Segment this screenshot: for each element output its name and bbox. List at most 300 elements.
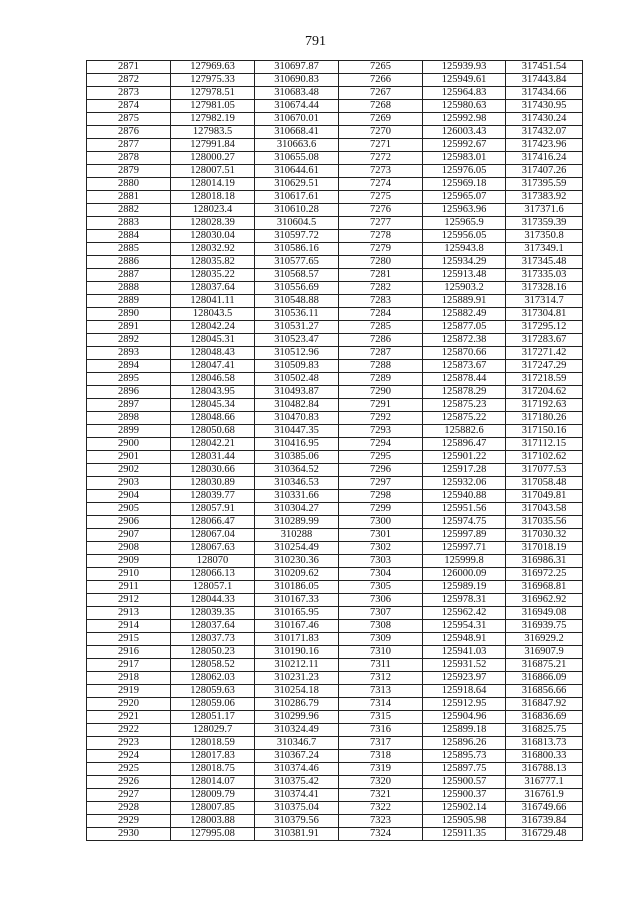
cell-x-coord-a: 128030.89 bbox=[171, 477, 255, 490]
cell-x-coord-b: 125992.98 bbox=[423, 113, 506, 126]
table-row bbox=[87, 217, 583, 230]
cell-point-id-b: 7292 bbox=[339, 412, 423, 425]
cell-y-coord-a: 310617.61 bbox=[255, 191, 339, 204]
cell-x-coord-b: 125980.63 bbox=[423, 100, 506, 113]
table-row bbox=[87, 724, 583, 737]
cell-y-coord-b: 317430.95 bbox=[506, 100, 583, 113]
cell-y-coord-a: 310165.95 bbox=[255, 607, 339, 620]
cell-x-coord-a: 128037.64 bbox=[171, 282, 255, 295]
cell-x-coord-b: 125895.73 bbox=[423, 750, 506, 763]
cell-x-coord-a: 128042.24 bbox=[171, 321, 255, 334]
cell-y-coord-b: 317416.24 bbox=[506, 152, 583, 165]
cell-point-id-a: 2912 bbox=[87, 594, 171, 607]
cell-x-coord-a: 128058.52 bbox=[171, 659, 255, 672]
cell-y-coord-b: 317359.39 bbox=[506, 217, 583, 230]
table-row bbox=[87, 737, 583, 750]
cell-y-coord-a: 310663.6 bbox=[255, 139, 339, 152]
cell-y-coord-a: 310683.48 bbox=[255, 87, 339, 100]
table-row bbox=[87, 152, 583, 165]
cell-x-coord-a: 127995.08 bbox=[171, 828, 255, 841]
cell-point-id-a: 2898 bbox=[87, 412, 171, 425]
cell-point-id-a: 2882 bbox=[87, 204, 171, 217]
cell-x-coord-a: 128018.59 bbox=[171, 737, 255, 750]
cell-point-id-a: 2929 bbox=[87, 815, 171, 828]
cell-point-id-b: 7271 bbox=[339, 139, 423, 152]
cell-point-id-b: 7281 bbox=[339, 269, 423, 282]
cell-point-id-a: 2890 bbox=[87, 308, 171, 321]
cell-x-coord-a: 128048.66 bbox=[171, 412, 255, 425]
cell-y-coord-b: 317112.15 bbox=[506, 438, 583, 451]
cell-point-id-b: 7311 bbox=[339, 659, 423, 672]
cell-x-coord-b: 125932.06 bbox=[423, 477, 506, 490]
cell-x-coord-b: 125903.2 bbox=[423, 282, 506, 295]
cell-point-id-b: 7282 bbox=[339, 282, 423, 295]
cell-x-coord-a: 128007.51 bbox=[171, 165, 255, 178]
cell-y-coord-b: 317150.16 bbox=[506, 425, 583, 438]
cell-x-coord-b: 125963.96 bbox=[423, 204, 506, 217]
cell-y-coord-a: 310374.41 bbox=[255, 789, 339, 802]
cell-point-id-b: 7280 bbox=[339, 256, 423, 269]
cell-x-coord-b: 125949.61 bbox=[423, 74, 506, 87]
cell-point-id-a: 2883 bbox=[87, 217, 171, 230]
cell-y-coord-b: 316949.08 bbox=[506, 607, 583, 620]
cell-y-coord-b: 316986.31 bbox=[506, 555, 583, 568]
cell-point-id-b: 7324 bbox=[339, 828, 423, 841]
cell-point-id-b: 7273 bbox=[339, 165, 423, 178]
cell-x-coord-a: 128035.22 bbox=[171, 269, 255, 282]
cell-y-coord-a: 310536.11 bbox=[255, 308, 339, 321]
table-row bbox=[87, 230, 583, 243]
cell-x-coord-b: 125917.28 bbox=[423, 464, 506, 477]
cell-x-coord-b: 125978.31 bbox=[423, 594, 506, 607]
cell-x-coord-a: 127978.51 bbox=[171, 87, 255, 100]
table-row bbox=[87, 542, 583, 555]
cell-y-coord-b: 317049.81 bbox=[506, 490, 583, 503]
cell-x-coord-b: 125904.96 bbox=[423, 711, 506, 724]
cell-point-id-b: 7320 bbox=[339, 776, 423, 789]
cell-x-coord-a: 128035.82 bbox=[171, 256, 255, 269]
cell-y-coord-b: 317018.19 bbox=[506, 542, 583, 555]
table-row bbox=[87, 412, 583, 425]
cell-y-coord-b: 317304.81 bbox=[506, 308, 583, 321]
cell-point-id-a: 2889 bbox=[87, 295, 171, 308]
cell-y-coord-b: 317443.84 bbox=[506, 74, 583, 87]
cell-point-id-a: 2916 bbox=[87, 646, 171, 659]
cell-point-id-b: 7322 bbox=[339, 802, 423, 815]
cell-x-coord-b: 125997.89 bbox=[423, 529, 506, 542]
cell-x-coord-b: 125873.67 bbox=[423, 360, 506, 373]
cell-point-id-b: 7283 bbox=[339, 295, 423, 308]
cell-x-coord-a: 128003.88 bbox=[171, 815, 255, 828]
cell-point-id-a: 2913 bbox=[87, 607, 171, 620]
table-row bbox=[87, 425, 583, 438]
cell-y-coord-a: 310610.28 bbox=[255, 204, 339, 217]
cell-point-id-b: 7306 bbox=[339, 594, 423, 607]
cell-x-coord-b: 126000.09 bbox=[423, 568, 506, 581]
cell-point-id-b: 7304 bbox=[339, 568, 423, 581]
cell-point-id-a: 2897 bbox=[87, 399, 171, 412]
cell-x-coord-a: 128057.91 bbox=[171, 503, 255, 516]
cell-point-id-b: 7302 bbox=[339, 542, 423, 555]
cell-point-id-a: 2871 bbox=[87, 61, 171, 74]
cell-x-coord-a: 128029.7 bbox=[171, 724, 255, 737]
cell-x-coord-b: 125889.91 bbox=[423, 295, 506, 308]
page-number: 791 bbox=[305, 34, 326, 49]
cell-point-id-b: 7318 bbox=[339, 750, 423, 763]
cell-point-id-a: 2920 bbox=[87, 698, 171, 711]
table-row bbox=[87, 594, 583, 607]
cell-point-id-a: 2891 bbox=[87, 321, 171, 334]
cell-x-coord-a: 128059.06 bbox=[171, 698, 255, 711]
cell-point-id-b: 7272 bbox=[339, 152, 423, 165]
cell-x-coord-a: 128062.03 bbox=[171, 672, 255, 685]
cell-point-id-b: 7275 bbox=[339, 191, 423, 204]
cell-y-coord-b: 317407.26 bbox=[506, 165, 583, 178]
table-row bbox=[87, 74, 583, 87]
cell-y-coord-b: 316939.75 bbox=[506, 620, 583, 633]
cell-y-coord-b: 317349.1 bbox=[506, 243, 583, 256]
table-row bbox=[87, 347, 583, 360]
cell-x-coord-a: 128043.95 bbox=[171, 386, 255, 399]
cell-x-coord-b: 125989.19 bbox=[423, 581, 506, 594]
cell-x-coord-a: 128066.47 bbox=[171, 516, 255, 529]
cell-y-coord-b: 316972.25 bbox=[506, 568, 583, 581]
cell-x-coord-a: 128045.34 bbox=[171, 399, 255, 412]
cell-x-coord-a: 128044.33 bbox=[171, 594, 255, 607]
cell-x-coord-a: 128031.44 bbox=[171, 451, 255, 464]
table-row bbox=[87, 334, 583, 347]
cell-point-id-a: 2903 bbox=[87, 477, 171, 490]
cell-y-coord-b: 316788.13 bbox=[506, 763, 583, 776]
cell-x-coord-a: 128067.63 bbox=[171, 542, 255, 555]
cell-x-coord-b: 125897.75 bbox=[423, 763, 506, 776]
table-row bbox=[87, 451, 583, 464]
cell-point-id-a: 2876 bbox=[87, 126, 171, 139]
cell-point-id-b: 7313 bbox=[339, 685, 423, 698]
table-row bbox=[87, 620, 583, 633]
cell-y-coord-a: 310381.91 bbox=[255, 828, 339, 841]
cell-x-coord-a: 128070 bbox=[171, 555, 255, 568]
cell-point-id-b: 7266 bbox=[339, 74, 423, 87]
cell-x-coord-b: 125900.57 bbox=[423, 776, 506, 789]
cell-y-coord-a: 310697.87 bbox=[255, 61, 339, 74]
table-row bbox=[87, 386, 583, 399]
cell-x-coord-b: 125912.95 bbox=[423, 698, 506, 711]
cell-y-coord-a: 310674.44 bbox=[255, 100, 339, 113]
cell-y-coord-b: 316875.21 bbox=[506, 659, 583, 672]
cell-x-coord-b: 125948.91 bbox=[423, 633, 506, 646]
table-row bbox=[87, 607, 583, 620]
cell-point-id-a: 2873 bbox=[87, 87, 171, 100]
cell-point-id-b: 7277 bbox=[339, 217, 423, 230]
cell-x-coord-b: 125962.42 bbox=[423, 607, 506, 620]
cell-y-coord-a: 310324.49 bbox=[255, 724, 339, 737]
cell-x-coord-b: 125872.38 bbox=[423, 334, 506, 347]
cell-point-id-b: 7300 bbox=[339, 516, 423, 529]
cell-y-coord-b: 316907.9 bbox=[506, 646, 583, 659]
table-row bbox=[87, 646, 583, 659]
cell-point-id-b: 7291 bbox=[339, 399, 423, 412]
cell-x-coord-b: 125974.75 bbox=[423, 516, 506, 529]
cell-point-id-b: 7287 bbox=[339, 347, 423, 360]
cell-x-coord-b: 125900.37 bbox=[423, 789, 506, 802]
cell-x-coord-a: 128028.39 bbox=[171, 217, 255, 230]
cell-x-coord-a: 128030.04 bbox=[171, 230, 255, 243]
table-row bbox=[87, 672, 583, 685]
cell-y-coord-a: 310629.51 bbox=[255, 178, 339, 191]
cell-point-id-a: 2921 bbox=[87, 711, 171, 724]
cell-x-coord-a: 128059.63 bbox=[171, 685, 255, 698]
cell-point-id-a: 2925 bbox=[87, 763, 171, 776]
cell-x-coord-b: 125941.03 bbox=[423, 646, 506, 659]
cell-point-id-b: 7279 bbox=[339, 243, 423, 256]
cell-x-coord-a: 127982.19 bbox=[171, 113, 255, 126]
cell-x-coord-a: 128046.58 bbox=[171, 373, 255, 386]
table-row bbox=[87, 555, 583, 568]
cell-y-coord-b: 317271.42 bbox=[506, 347, 583, 360]
table-row bbox=[87, 711, 583, 724]
cell-y-coord-a: 310304.27 bbox=[255, 503, 339, 516]
cell-point-id-a: 2886 bbox=[87, 256, 171, 269]
cell-y-coord-a: 310385.06 bbox=[255, 451, 339, 464]
cell-y-coord-b: 317283.67 bbox=[506, 334, 583, 347]
cell-x-coord-a: 127981.05 bbox=[171, 100, 255, 113]
cell-x-coord-a: 128018.18 bbox=[171, 191, 255, 204]
table-row bbox=[87, 659, 583, 672]
cell-x-coord-b: 125983.01 bbox=[423, 152, 506, 165]
cell-x-coord-b: 125999.8 bbox=[423, 555, 506, 568]
table-row bbox=[87, 529, 583, 542]
cell-point-id-b: 7308 bbox=[339, 620, 423, 633]
cell-point-id-a: 2909 bbox=[87, 555, 171, 568]
cell-y-coord-b: 317335.03 bbox=[506, 269, 583, 282]
cell-y-coord-b: 316800.33 bbox=[506, 750, 583, 763]
cell-y-coord-b: 316825.75 bbox=[506, 724, 583, 737]
table-row bbox=[87, 685, 583, 698]
cell-point-id-a: 2893 bbox=[87, 347, 171, 360]
cell-point-id-a: 2930 bbox=[87, 828, 171, 841]
cell-x-coord-b: 125969.18 bbox=[423, 178, 506, 191]
cell-point-id-a: 2902 bbox=[87, 464, 171, 477]
cell-y-coord-a: 310502.48 bbox=[255, 373, 339, 386]
cell-point-id-a: 2911 bbox=[87, 581, 171, 594]
cell-y-coord-b: 317192.63 bbox=[506, 399, 583, 412]
cell-y-coord-b: 316729.48 bbox=[506, 828, 583, 841]
table-row bbox=[87, 633, 583, 646]
cell-point-id-a: 2881 bbox=[87, 191, 171, 204]
cell-point-id-b: 7309 bbox=[339, 633, 423, 646]
cell-point-id-a: 2906 bbox=[87, 516, 171, 529]
cell-x-coord-b: 125940.88 bbox=[423, 490, 506, 503]
cell-point-id-a: 2888 bbox=[87, 282, 171, 295]
cell-y-coord-b: 316968.81 bbox=[506, 581, 583, 594]
cell-point-id-b: 7303 bbox=[339, 555, 423, 568]
cell-point-id-b: 7289 bbox=[339, 373, 423, 386]
table-row bbox=[87, 789, 583, 802]
cell-point-id-b: 7315 bbox=[339, 711, 423, 724]
cell-x-coord-b: 125896.26 bbox=[423, 737, 506, 750]
cell-y-coord-a: 310230.36 bbox=[255, 555, 339, 568]
cell-x-coord-a: 128017.83 bbox=[171, 750, 255, 763]
table-row bbox=[87, 139, 583, 152]
cell-point-id-a: 2887 bbox=[87, 269, 171, 282]
table-row bbox=[87, 321, 583, 334]
cell-x-coord-a: 128014.07 bbox=[171, 776, 255, 789]
cell-x-coord-b: 125899.18 bbox=[423, 724, 506, 737]
cell-x-coord-b: 125911.35 bbox=[423, 828, 506, 841]
cell-y-coord-a: 310670.01 bbox=[255, 113, 339, 126]
cell-point-id-b: 7269 bbox=[339, 113, 423, 126]
cell-x-coord-a: 128018.75 bbox=[171, 763, 255, 776]
cell-point-id-b: 7270 bbox=[339, 126, 423, 139]
cell-x-coord-a: 128037.64 bbox=[171, 620, 255, 633]
cell-point-id-b: 7299 bbox=[339, 503, 423, 516]
cell-y-coord-b: 317180.26 bbox=[506, 412, 583, 425]
cell-x-coord-a: 128051.17 bbox=[171, 711, 255, 724]
cell-y-coord-b: 317345.48 bbox=[506, 256, 583, 269]
table-row bbox=[87, 438, 583, 451]
cell-y-coord-b: 317432.07 bbox=[506, 126, 583, 139]
cell-x-coord-a: 128007.85 bbox=[171, 802, 255, 815]
cell-point-id-b: 7305 bbox=[339, 581, 423, 594]
table-row bbox=[87, 256, 583, 269]
table-row bbox=[87, 477, 583, 490]
table-row bbox=[87, 399, 583, 412]
cell-y-coord-a: 310668.41 bbox=[255, 126, 339, 139]
cell-x-coord-b: 125934.29 bbox=[423, 256, 506, 269]
table-row bbox=[87, 165, 583, 178]
cell-point-id-b: 7301 bbox=[339, 529, 423, 542]
table-row bbox=[87, 490, 583, 503]
cell-x-coord-b: 125992.67 bbox=[423, 139, 506, 152]
cell-x-coord-b: 125997.71 bbox=[423, 542, 506, 555]
cell-x-coord-a: 128045.31 bbox=[171, 334, 255, 347]
table-row bbox=[87, 360, 583, 373]
cell-y-coord-a: 310231.23 bbox=[255, 672, 339, 685]
cell-x-coord-a: 128057.1 bbox=[171, 581, 255, 594]
cell-x-coord-a: 127975.33 bbox=[171, 74, 255, 87]
cell-x-coord-a: 128047.41 bbox=[171, 360, 255, 373]
cell-point-id-a: 2923 bbox=[87, 737, 171, 750]
cell-point-id-a: 2892 bbox=[87, 334, 171, 347]
cell-point-id-b: 7290 bbox=[339, 386, 423, 399]
cell-x-coord-b: 125954.31 bbox=[423, 620, 506, 633]
cell-x-coord-b: 125882.6 bbox=[423, 425, 506, 438]
cell-y-coord-b: 316813.73 bbox=[506, 737, 583, 750]
cell-point-id-a: 2918 bbox=[87, 672, 171, 685]
cell-y-coord-a: 310690.83 bbox=[255, 74, 339, 87]
cell-y-coord-a: 310604.5 bbox=[255, 217, 339, 230]
cell-y-coord-a: 310375.04 bbox=[255, 802, 339, 815]
cell-y-coord-b: 316929.2 bbox=[506, 633, 583, 646]
cell-y-coord-b: 317395.59 bbox=[506, 178, 583, 191]
table-row bbox=[87, 698, 583, 711]
cell-y-coord-a: 310364.52 bbox=[255, 464, 339, 477]
cell-x-coord-b: 125923.97 bbox=[423, 672, 506, 685]
cell-x-coord-b: 125902.14 bbox=[423, 802, 506, 815]
cell-y-coord-b: 317350.8 bbox=[506, 230, 583, 243]
cell-x-coord-b: 125964.83 bbox=[423, 87, 506, 100]
cell-x-coord-a: 127991.84 bbox=[171, 139, 255, 152]
cell-point-id-b: 7295 bbox=[339, 451, 423, 464]
cell-y-coord-b: 317030.32 bbox=[506, 529, 583, 542]
cell-y-coord-b: 317328.16 bbox=[506, 282, 583, 295]
cell-point-id-b: 7297 bbox=[339, 477, 423, 490]
cell-point-id-a: 2910 bbox=[87, 568, 171, 581]
cell-x-coord-a: 128067.04 bbox=[171, 529, 255, 542]
table-row bbox=[87, 373, 583, 386]
cell-y-coord-b: 317077.53 bbox=[506, 464, 583, 477]
cell-y-coord-a: 310289.99 bbox=[255, 516, 339, 529]
cell-point-id-a: 2895 bbox=[87, 373, 171, 386]
table-row bbox=[87, 126, 583, 139]
cell-point-id-a: 2928 bbox=[87, 802, 171, 815]
cell-y-coord-a: 310523.47 bbox=[255, 334, 339, 347]
table-row bbox=[87, 568, 583, 581]
cell-y-coord-a: 310375.42 bbox=[255, 776, 339, 789]
cell-x-coord-b: 125878.44 bbox=[423, 373, 506, 386]
table-row bbox=[87, 100, 583, 113]
cell-y-coord-b: 317434.66 bbox=[506, 87, 583, 100]
cell-y-coord-a: 310209.62 bbox=[255, 568, 339, 581]
table-row bbox=[87, 204, 583, 217]
cell-x-coord-b: 125976.05 bbox=[423, 165, 506, 178]
cell-x-coord-a: 128050.68 bbox=[171, 425, 255, 438]
table-row bbox=[87, 113, 583, 126]
cell-y-coord-b: 317043.58 bbox=[506, 503, 583, 516]
cell-point-id-a: 2907 bbox=[87, 529, 171, 542]
cell-point-id-a: 2900 bbox=[87, 438, 171, 451]
cell-point-id-a: 2908 bbox=[87, 542, 171, 555]
cell-y-coord-b: 316847.92 bbox=[506, 698, 583, 711]
cell-point-id-b: 7285 bbox=[339, 321, 423, 334]
cell-point-id-a: 2894 bbox=[87, 360, 171, 373]
cell-y-coord-a: 310171.83 bbox=[255, 633, 339, 646]
cell-y-coord-a: 310190.16 bbox=[255, 646, 339, 659]
cell-y-coord-b: 316749.66 bbox=[506, 802, 583, 815]
cell-x-coord-b: 126003.43 bbox=[423, 126, 506, 139]
cell-y-coord-b: 316777.1 bbox=[506, 776, 583, 789]
cell-point-id-b: 7276 bbox=[339, 204, 423, 217]
cell-point-id-a: 2904 bbox=[87, 490, 171, 503]
cell-y-coord-a: 310367.24 bbox=[255, 750, 339, 763]
table-row bbox=[87, 87, 583, 100]
cell-y-coord-a: 310346.7 bbox=[255, 737, 339, 750]
cell-x-coord-a: 127969.63 bbox=[171, 61, 255, 74]
cell-y-coord-b: 317204.62 bbox=[506, 386, 583, 399]
cell-y-coord-b: 317295.12 bbox=[506, 321, 583, 334]
cell-point-id-a: 2880 bbox=[87, 178, 171, 191]
cell-point-id-b: 7312 bbox=[339, 672, 423, 685]
cell-y-coord-b: 316761.9 bbox=[506, 789, 583, 802]
cell-point-id-a: 2874 bbox=[87, 100, 171, 113]
cell-y-coord-b: 317451.54 bbox=[506, 61, 583, 74]
cell-y-coord-b: 317247.29 bbox=[506, 360, 583, 373]
cell-y-coord-b: 317371.6 bbox=[506, 204, 583, 217]
table-row bbox=[87, 828, 583, 841]
cell-point-id-b: 7288 bbox=[339, 360, 423, 373]
cell-point-id-a: 2884 bbox=[87, 230, 171, 243]
cell-y-coord-b: 317102.62 bbox=[506, 451, 583, 464]
cell-y-coord-a: 310586.16 bbox=[255, 243, 339, 256]
coordinates-table-body bbox=[87, 61, 583, 841]
cell-y-coord-a: 310167.33 bbox=[255, 594, 339, 607]
cell-y-coord-b: 317314.7 bbox=[506, 295, 583, 308]
cell-point-id-a: 2926 bbox=[87, 776, 171, 789]
cell-x-coord-a: 128050.23 bbox=[171, 646, 255, 659]
cell-x-coord-a: 128014.19 bbox=[171, 178, 255, 191]
cell-x-coord-b: 125956.05 bbox=[423, 230, 506, 243]
